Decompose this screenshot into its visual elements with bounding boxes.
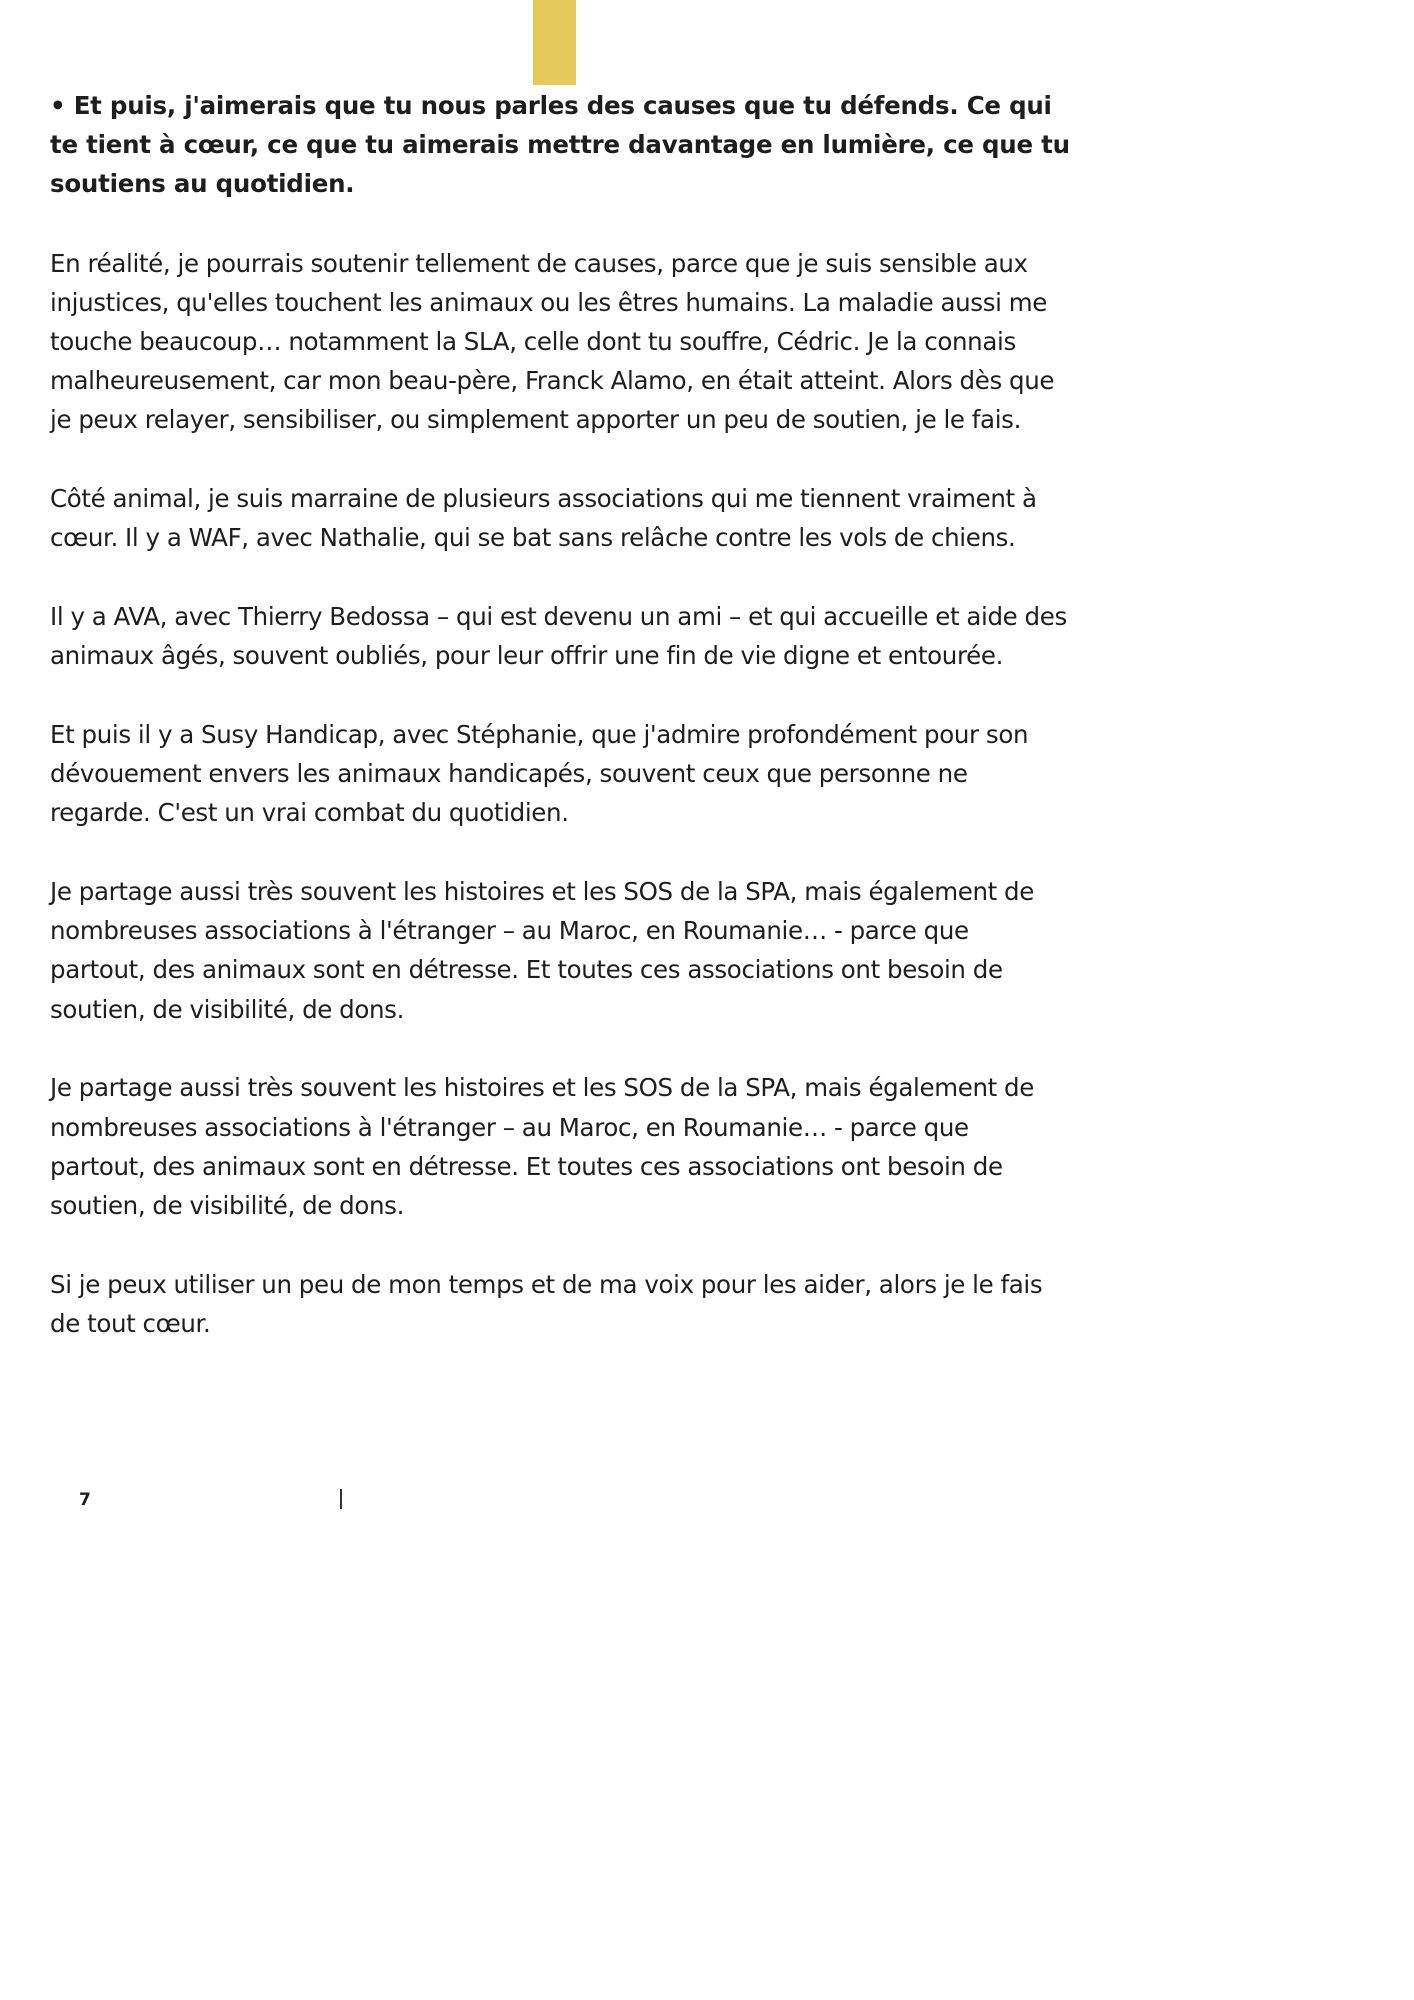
interview-question: • Et puis, j'aimerais que tu nous parles des causes que tu défends. Ce qui te tient à cœur, ce que tu aimerais mettre davantage en lumière, ce que tu soutiens au quotidien.	[50, 91, 1070, 199]
top-accent-bar	[533, 0, 576, 85]
footer-divider	[340, 1489, 342, 1509]
answer-paragraph-4: Et puis il y a Susy Handicap, avec Stéphanie, que j'admire profondément pour son dévouement envers les animaux handicapés, souvent ceux que personne ne regarde. C'est un vrai combat du quotidien.	[50, 719, 1029, 828]
answer-paragraph-7: Si je peux utiliser un peu de mon temps et de ma voix pour les aider, alors je le fais de tout cœur.	[50, 1269, 1043, 1338]
page-number: 7	[79, 1490, 91, 1510]
answer-paragraph-1: En réalité, je pourrais soutenir tellement de causes, parce que je suis sensible aux injustices, qu'elles touchent les animaux ou les êtres humains. La maladie aussi me touche beaucoup… notamment la SLA, celle dont tu souffre, Cédric. Je la connais malheureusement, car mon beau-père, Franck Alamo, en était atteint. Alors dès que je peux relayer, sensibiliser, ou simplement apporter un peu de soutien, je le fais.	[50, 248, 1055, 435]
answer-paragraph-2: Côté animal, je suis marraine de plusieurs associations qui me tiennent vraiment à cœur. Il y a WAF, avec Nathalie, qui se bat sans relâche contre les vols de chiens.	[50, 484, 1037, 553]
answer-paragraph-6: Je partage aussi très souvent les histoires et les SOS de la SPA, mais également de nombreuses associations à l'étranger – au Maroc, en Roumanie… - parce que partout, des animaux sont en détresse. Et toutes ces associations ont besoin de soutien, de visibilité, de dons.	[50, 1073, 1034, 1220]
article-body	[50, 86, 1070, 1383]
answer-paragraph-5: Je partage aussi très souvent les histoires et les SOS de la SPA, mais également de nombreuses associations à l'étranger – au Maroc, en Roumanie… - parce que partout, des animaux sont en détresse. Et toutes ces associations ont besoin de soutien, de visibilité, de dons.	[50, 877, 1034, 1024]
answer-paragraph-3: Il y a AVA, avec Thierry Bedossa – qui est devenu un ami – et qui accueille et aide des animaux âgés, souvent oubliés, pour leur offrir une fin de vie digne et entourée.	[50, 602, 1067, 671]
